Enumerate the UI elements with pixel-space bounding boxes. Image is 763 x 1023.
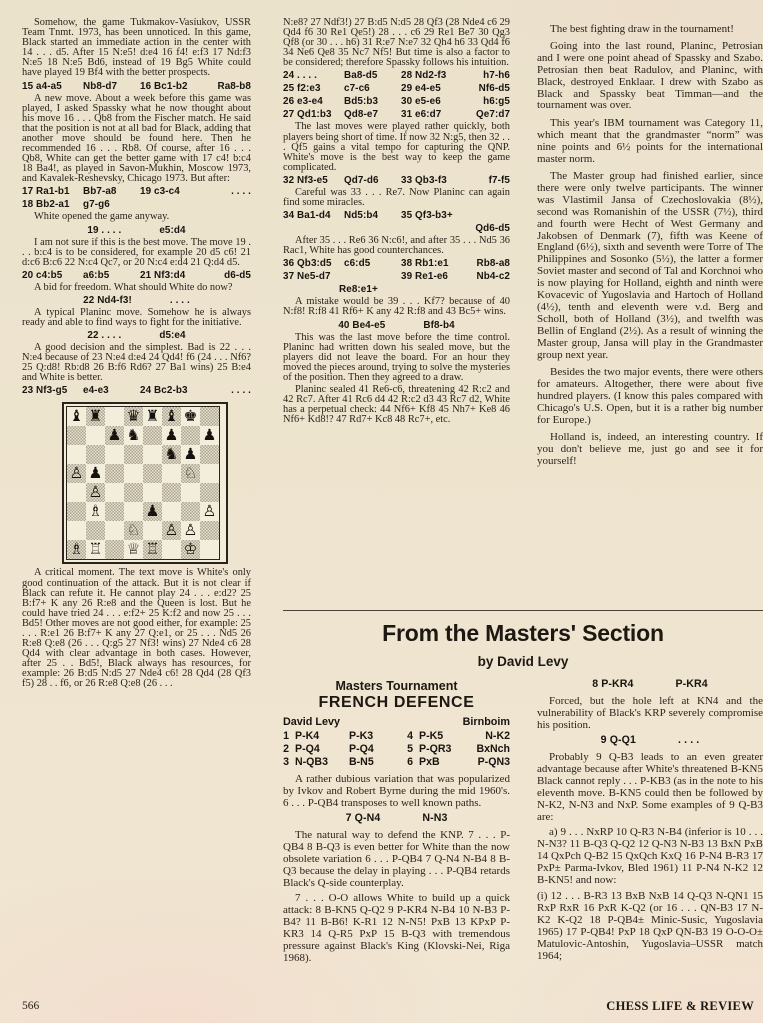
paragraph: A bid for freedom. What should White do now? [34,281,233,293]
black-pawn-icon: ♟ [145,502,160,521]
board-square [105,521,124,540]
board-square [86,464,105,483]
white-bishop-icon: ♗ [69,540,84,559]
white-king-icon: ♔ [183,540,198,559]
white-pawn-icon: ♙ [164,521,179,540]
board-square [200,502,219,521]
move-text: e5:d4 [159,224,186,236]
score-cell: 1 [283,730,289,742]
move-text: 29 e4-e5 [401,83,441,95]
board-square [143,540,162,559]
move-text: Rb8-a8 [476,258,510,270]
board-square [105,464,124,483]
white-rook-icon: ♖ [145,540,160,559]
score-cell: P-K5 [419,730,444,742]
move-text: Nb8-d7 [83,80,118,92]
white-player-name: David Levy [283,716,341,728]
paragraph: A typical Planinc move. Somehow he is always ready and able to find ways to fight for the initiative. [22,306,251,328]
move-line [283,258,510,269]
move-text: 16 Bc1-b2 [140,80,188,92]
move-text: g7-g6 [83,199,110,211]
paragraph: Forced, but the hole left at KN4 and the vulnerability of Black's KRP severely compromise his position. [537,694,763,731]
move-text: 24 . . . . [283,70,317,82]
paragraph: Somehow, the game Tukmakov-Vasíukov, USSR Team Tnmt. 1973, has been unnoticed. In this game, Black started an immediate action in the center with 14 . . . d5. After 15 N:e5! d:e4 16 f4! e:f3 17 Nd:f3 N:e5 18 N:e5 Bd6, instead of 19 Bg5 White could have played 19 Bf4 with the better prospects. [22,17,251,79]
board-square [143,502,162,521]
masters-right-notes [537,678,763,962]
move-text: Nf6-d5 [478,83,510,95]
board-square [200,521,219,540]
move-text: 40 Be4-e5 [338,319,386,331]
move-line [283,96,510,107]
paragraph: Holland is, indeed, an interesting country. If you don't believe me, just go and see it for yourself! [537,431,763,467]
board-square [181,464,200,483]
board-square [105,445,124,464]
score-cell: 6 [407,756,413,768]
move-text [140,199,215,210]
board-square [67,426,86,445]
move-text: Bf8-b4 [423,319,455,331]
paragraph: After 35 . . . Re6 36 N:c6!, and after 35 . . . Nd5 36 Rac1, White has good counterchances. [283,235,510,257]
white-bishop-icon: ♗ [88,502,103,521]
board-square [105,407,124,426]
paragraph: White opened the game anyway. [34,211,170,223]
board-square [143,445,162,464]
board-square [86,502,105,521]
board-square [105,502,124,521]
move-text: Ba8-d5 [344,70,378,82]
white-knight-icon: ♘ [126,521,141,540]
score-cell: P-Q4 [295,743,320,755]
paragraph: Going into the last round, Planinc, Petrosian and I were one point ahead of Spassky and Szabo. Petrosian then beat Radulov, and Planinc, with Black, destroyed Enklaar. I drew with Szabo as Black and Spassky beat Timman—and the tournament was over. [537,39,763,112]
black-rook-icon: ♜ [88,407,103,426]
board-square [67,502,86,521]
opening-title: FRENCH DEFENCE [318,694,475,711]
move-text: 22 . . . . [87,330,122,342]
board-square [67,540,86,559]
paragraph: A new move. About a week before this game was played, I asked Spassky what he now thought about his move 16 . . . Qb8 from the Fischer match. He said that the position is not at all bad for Black, adding that another move should be found here. Then he recommended 16 . . . Rb8. Of course, after 16 . . . Qb8, White can get the better game with 17 c4! b:c4 18 Ba4!, as played in Savon-Mukhin, Moscow 1973, and Kavalek-Reshevsky, Chicago 1973. But after: [22,92,251,185]
score-row [283,730,510,743]
board-square [86,521,105,540]
paragraph: The best fighting draw in the tournament! [550,22,734,35]
board-square [162,483,181,502]
board-square [143,464,162,483]
board-square [124,521,143,540]
move-text: a6:b5 [83,269,110,281]
move-line [283,271,510,282]
page-number: 566 [22,1000,40,1012]
board-square [162,540,181,559]
black-rook-icon: ♜ [145,407,160,426]
move-text: Qd8-e7 [344,109,379,121]
move-text: 30 e5-e6 [401,96,441,108]
white-knight-icon: ♘ [183,464,198,483]
board-square [143,521,162,540]
move-text: 31 e6:d7 [401,109,442,121]
move-text: 32 Nf3-e5 [283,174,328,186]
paragraph: The last moves were played rather quickly, both players being short of time. If now 32 N:g5, then 32 . . . Qf5 gains a vital tempo for capturing the QNP. White's move is the best way to keep the game complicated. [283,121,510,173]
move-line [22,295,251,306]
board-square [200,483,219,502]
paragraph: Besides the two major events, there were others for amateurs. Altogether, there were about five hundred players. (I know this pales compared with Chicago's U.S. Open, but it is a rather big number for Europe.) [537,365,763,426]
move-text: 19 . . . . [87,224,122,236]
right-column [537,18,763,473]
paragraph: (i) 12 . . . B-R3 13 BxB NxB 14 Q-Q3 N-QN1 15 RxP RxR 16 PxR K-Q2 (or 16 . . . QN-B3 17 N-K2 K-Q2 18 P-QB4± Minic-Susic, Yugoslavia 1965) 17 P-QB4! PxP 18 QxP QN-B3 19 O-O-O± Matulovic-Antoshin, Yugoslavia–USSR match 1964; [537,889,763,962]
move-text: Bd5:b3 [344,96,379,108]
board-square [162,407,181,426]
move-text: 22 Nd4-f3! [83,294,132,306]
masters-section [283,610,763,968]
masters-right-subcolumn [537,675,763,965]
move-text: 39 Re1-e6 [401,271,449,283]
score-table [283,730,510,769]
move-text: Bb7-a8 [83,186,117,198]
section-divider [283,610,763,611]
board-square [124,445,143,464]
board-square [124,502,143,521]
paragraph: Planinc sealed 41 Re6-c6, threatening 42 R:c2 and 42 Rc7. After 41 Rc6 d4 42 R:c2 d3 43 Rc7 d2, White has a perpetual check: 44 Nf6+ Kf8 45 Nh7+ Ke8 46 Nf6+ Kd8!? 47 Rd7+ Kc8 48 Rc7+, etc. [283,383,510,426]
board-square [200,426,219,445]
board-square [67,464,86,483]
magazine-name: CHESS LIFE & REVIEW [606,999,754,1013]
board-square [86,483,105,502]
section-heading: From the Masters' Section [382,620,664,646]
paragraph: A good decision and the simplest. Bad is 22 . . . N:e4 because of 23 N:e4 d:e4 24 Qd4! f6 (24 . . . Nf6? 25 Q:d8! Rb:d8 26 B:f6 Rd6? 27 Ba1 wins) 25 B:e4 and White is better. [22,342,251,384]
move-line [283,320,510,331]
move-line [283,812,510,825]
move-text: 9 Q-Q1 [600,734,637,746]
move-text: . . . . [169,294,190,306]
move-text: 23 Nf3-g5 [22,385,68,397]
players-row [283,716,510,728]
board-square [162,426,181,445]
move-line [22,330,251,341]
move-line [283,175,510,186]
move-text: h6:g5 [483,96,510,108]
score-cell: P-K3 [349,730,374,742]
move-line [22,385,251,396]
chess-diagram [62,402,228,564]
board-square [181,426,200,445]
paragraph: A rather dubious variation that was popularized by Ivkov and Robert Byrne during the mid 1960's. 6 . . . P-QB4 transposes to well known paths. [283,772,510,809]
move-text: . . . . [231,385,251,397]
move-line [283,83,510,94]
black-knight-icon: ♞ [126,426,141,445]
move-text: 21 Nf3:d4 [140,269,186,281]
black-bishop-icon: ♝ [164,407,179,426]
move-text: Ra8-b8 [217,80,251,92]
board-square [143,426,162,445]
move-line [22,81,251,92]
move-text: Nb4-c2 [476,271,510,283]
move-line [22,270,251,281]
move-text: h7-h6 [483,70,510,82]
move-line: Re8:e1+ [339,284,378,296]
black-player-name: Birnboim [462,716,510,728]
black-pawn-icon: ♟ [107,426,122,445]
move-text: c7-c6 [344,83,370,95]
black-pawn-icon: ♟ [202,426,217,445]
board-square [124,407,143,426]
board-square [200,407,219,426]
paragraph: The Master group had finished earlier, since there were only twelve participants. The winner was Vlastimil Jansa of Czechoslovakia (8½), second was Romanishin of the USSR (7½), third and fourth were Hecht of West Germany and Jakobsen of Denmark (7), fifth was Keene of England (6½), sixth and seventh were Torre of The Philippines and Sosonko (5½), the latter a former Soviet master and second of Tal and Korchnoi who is now playing for Holland, eighth and ninth were Kovacevic of Yugoslavia and Hartoch of Holland (4½), tenth and eleventh were v.d. Berg and Scholl, both of Holland (3½), and twelfth was Bellin of England (2½). As a result of winning the Master group, Jansa will play in the Grandmaster group next year. [537,169,763,361]
score-cell: 4 [407,730,413,742]
paragraph: Probably 9 Q-B3 leads to an even greater advantage because after White's threatened B-KN5 Black cannot reply . . . P-KB3 (as in the note to his eleventh move. B-KN5 could then be followed by N-K2, N-N3 and NxP. Some examples of 9 Q-B3 are: [537,750,763,823]
move-text: 27 Qd1:b3 [283,109,332,121]
score-cell: 5 [407,743,413,755]
masters-columns [283,675,763,968]
black-knight-icon: ♞ [164,445,179,464]
board-square [162,521,181,540]
score-cell: N-QB3 [295,756,328,768]
move-text: 38 Rb1:e1 [401,258,449,270]
score-cell: P-Q4 [349,743,374,755]
board-square [162,445,181,464]
move-line [22,225,251,236]
score-cell: P-K4 [295,730,320,742]
move-text: 25 f2:e3 [283,83,321,95]
move-text: 19 c3-c4 [140,186,180,198]
move-text: N-N3 [422,812,448,824]
move-text: 17 Ra1-b1 [22,186,70,198]
move-line [537,734,763,747]
board-square [124,483,143,502]
move-text: 24 Bc2-b3 [140,385,188,397]
score-row [283,743,510,756]
move-text: 28 Nd2-f3 [401,70,447,82]
board-square [162,502,181,521]
board-square [200,445,219,464]
score-cell: P-QN3 [477,756,510,768]
board-square [162,464,181,483]
board-square [143,483,162,502]
move-text: 7 Q-N4 [345,812,381,824]
board-square [124,540,143,559]
black-pawn-icon: ♟ [164,426,179,445]
board-square [86,426,105,445]
move-text: 26 e3-e4 [283,96,323,108]
left-column [22,16,251,692]
board-square [86,540,105,559]
move-text: Qd7-d6 [344,174,379,186]
move-text: Qe7:d7 [476,109,510,121]
white-pawn-icon: ♙ [88,483,103,502]
move-line [22,186,251,197]
score-cell: P-QR3 [419,743,452,755]
move-text: P-KR4 [675,678,708,690]
board-square [200,540,219,559]
tournament-title: Masters Tournament [335,679,458,693]
paragraph: This year's IBM tournament was Category 11, which meant that the grandmaster “norm” was nine points and 6½ points for the international master norm. [537,116,763,165]
board-square [124,426,143,445]
board-square [105,540,124,559]
move-text: 36 Qb3:d5 [283,258,332,270]
board-square [105,483,124,502]
board-square [86,407,105,426]
move-text: 18 Bb2-a1 [22,199,70,211]
white-queen-icon: ♕ [126,540,141,559]
masters-left-notes [283,773,510,965]
move-text: . . . . [231,186,251,198]
board-square [105,426,124,445]
move-text: 20 c4:b5 [22,269,63,281]
move-text: 37 Ne5-d7 [283,271,331,283]
paragraph: A critical moment. The text move is White's only good continuation of the attack. But it is not clear if Black can refute it. He cannot play 24 . . . e:d2? 25 B:f7+ K any 26 R:e8 and the Queen is lost. But he could have tried 24 . . . e:f2+ 25 K:f2 and now 25 . . . Bd5! Other moves are not good either, for example: 25 . . . R:e1 26 B:f7+ K any 27 Q:e1, or 25 . . . Nd5 26 R:e8 Q:e8 (26 . . . Q:g5 27 Nf3! wins) 27 Nde4 c6 28 Qd4 with clear advantage in both cases. However, after 25 . . Bd5!, Black always has resources, for example: 26 B:d5 N:d5 27 Nde4 c6! 28 Qd4 (28 Qf3 f5) 28 . . f6, or 26 R:e8 Q:e8 (26 . . . [22,567,251,690]
section-byline: by David Levy [477,654,569,669]
move-text: d6-d5 [224,269,251,281]
move-line [283,210,510,221]
middle-column [283,16,510,610]
paragraph: Careful was 33 . . . Re7. Now Planinc can again find some miracles. [283,186,510,209]
paragraph: N:e8? 27 Ndf3!) 27 B:d5 N:d5 28 Qf3 (28 Nde4 c6 29 Qd4 f6 30 Re1 Qe5!) 28 . . . c6 29 Re1 Be7 30 Qg3 Qf8 (or 30 . . . h6) 31 R:e7 N:e7 32 Qh4 h6 33 Qd4 f6 34 Ne6 Qe8 35 Nc7 Nf5! But time is also a factor to be considered; therefore Spassky follows his intuition. [283,17,510,69]
move-text: 34 Ba1-d4 [283,210,331,222]
board-square [181,502,200,521]
board-square [200,464,219,483]
paragraph: a) 9 . . . NxRP 10 Q-R3 N-B4 (inferior is 10 . . . N-N3? 11 B-Q3 Q-Q2 12 Q-N3 N-B3 13 BxN PxB 14 QxPch Q-B2 15 QxQch KxQ 16 P-N4 B-R3 17 PxP± Parma-Ivkov, Bled 1961) 11 P-N4 N-K2 12 B-KN5! and now: [537,826,763,886]
board-square [181,445,200,464]
move-text: c6:d5 [344,258,371,270]
board-square [67,483,86,502]
paragraph: The natural way to defend the KNP. 7 . . . P-QB4 8 B-Q3 is even better for White than the now obsolete variation 6 . . . P-QB4 7 Q-N4 N-B4 8 B-Q3 because the delay in playing . . . P-QB4 retards Black's Q-side counterplay. [283,828,510,889]
white-pawn-icon: ♙ [183,521,198,540]
board-square [181,483,200,502]
board-square [181,540,200,559]
move-text: e4-e3 [83,385,109,397]
move-text: Nd5:b4 [344,210,379,222]
chess-board [66,406,220,560]
paragraph: 7 . . . O-O allows White to build up a quick attack: 8 B-KN5 Q-Q2 9 P-KR4 N-B4 10 N-B3 P-B4? 11 B-B6! K-R1 12 N-N5! PxB 13 KPxP P-KR3 14 Q-R5 PxP 15 B-Q3 with tremendous pressure against Black's King (Klovski-Nei, Riga 1968). [283,892,510,964]
score-cell: PxB [419,756,440,768]
paragraph: A mistake would be 39 . . . Kf7? because of 40 N:f8! R:f8 41 Rf6+ K any 42 R:f8 and 43 Bc5+ wins. [283,296,510,318]
score-cell: N-K2 [485,730,510,742]
move-text: 33 Qb3-f3 [401,174,447,186]
paragraph: I am not sure if this is the best move. The move 19 . . . b:c4 is to be considered, for example 20 d5 c6! 21 d:c6 B:c6 22 N:c4 Qc7, or 20 N:c4 e:d4 21 Q:d4 d5. [22,236,251,268]
board-square [67,521,86,540]
board-square [67,407,86,426]
white-rook-icon: ♖ [88,540,103,559]
move-text: d5:e4 [159,330,186,342]
move-line [537,678,763,691]
black-king-icon: ♚ [183,407,198,426]
white-pawn-icon: ♙ [202,502,217,521]
black-queen-icon: ♛ [126,407,141,426]
black-pawn-icon: ♟ [183,445,198,464]
board-square [124,464,143,483]
paragraph: This was the last move before the time control. Planinc had written down his sealed move, but the players did not leave the board. For an hour they moved the pieces around, trying to solve the mysteries of the position. Then they agreed to a draw. [283,331,510,383]
board-square [67,445,86,464]
black-bishop-icon: ♝ [69,407,84,426]
move-text: 8 P-KR4 [592,678,634,690]
score-cell: 2 [283,743,289,755]
move-text [344,271,401,282]
move-text: 15 a4-a5 [22,80,62,92]
score-cell: BxNch [476,743,510,755]
move-line [22,199,251,210]
move-line: Qd6-d5 [475,223,510,235]
score-cell: B-N5 [349,756,374,768]
black-pawn-icon: ♟ [88,464,103,483]
move-line [283,70,510,81]
score-row [283,756,510,769]
move-text: . . . . [678,734,700,746]
board-square [86,445,105,464]
move-text: f7-f5 [488,174,510,186]
board-square [181,407,200,426]
white-pawn-icon: ♙ [69,464,84,483]
board-square [143,407,162,426]
move-line [283,109,510,120]
board-square [181,521,200,540]
masters-left-subcolumn [283,675,510,968]
score-cell: 3 [283,756,289,768]
move-text: 35 Qf3-b3+ [401,210,453,222]
